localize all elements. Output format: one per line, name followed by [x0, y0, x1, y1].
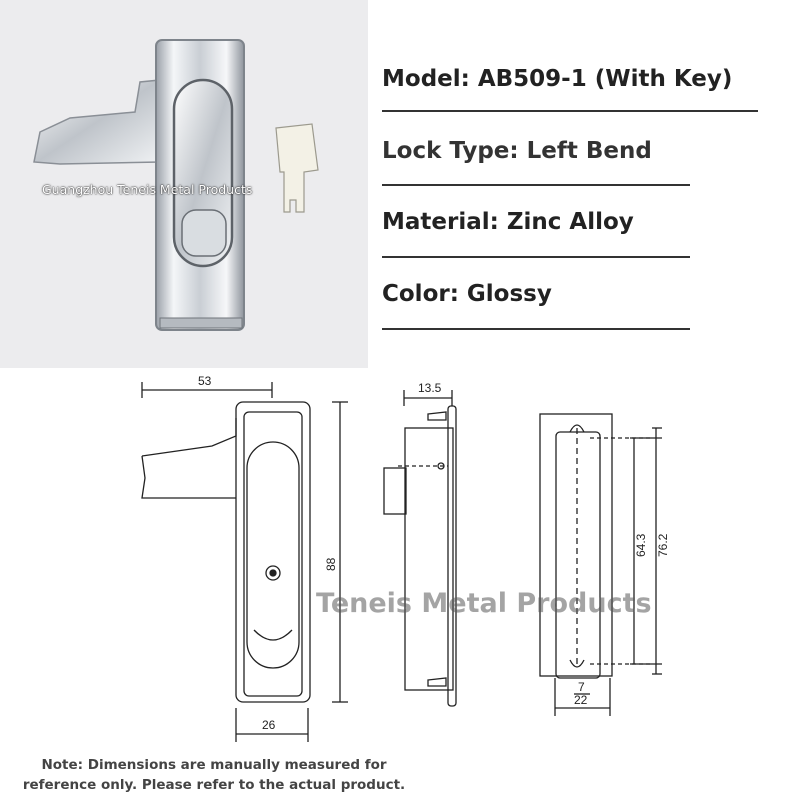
- dim-front-height: 88: [324, 557, 338, 571]
- spec-divider: [382, 110, 758, 112]
- dim-front-body-width: 26: [262, 718, 276, 732]
- dim-back-slot-width: 7: [578, 680, 585, 694]
- dim-back-hole-spacing: 64.3: [634, 533, 648, 557]
- product-photo: [0, 0, 368, 368]
- dim-back-total-height: 76.2: [656, 533, 670, 557]
- drawing-canvas: [0, 368, 800, 800]
- watermark-text: Teneis Metal Products: [316, 588, 652, 619]
- dimension-note: Note: Dimensions are manually measured for reference only. Please refer to the actual product.: [22, 757, 406, 793]
- spec-divider: [382, 328, 690, 330]
- dim-back-width: 22: [574, 693, 588, 707]
- dim-side-depth: 13.5: [418, 381, 442, 395]
- spec-model: Model: AB509-1 (With Key): [382, 66, 733, 92]
- spec-material: Material: Zinc Alloy: [382, 209, 634, 235]
- spec-color: Color: Glossy: [382, 281, 552, 307]
- spec-divider: [382, 256, 690, 258]
- dim-front-width: 53: [198, 374, 212, 388]
- technical-drawings: [0, 368, 800, 800]
- spec-divider: [382, 184, 690, 186]
- spec-lock-type: Lock Type: Left Bend: [382, 138, 652, 164]
- photo-watermark: Guangzhou Teneis Metal Products: [42, 182, 253, 197]
